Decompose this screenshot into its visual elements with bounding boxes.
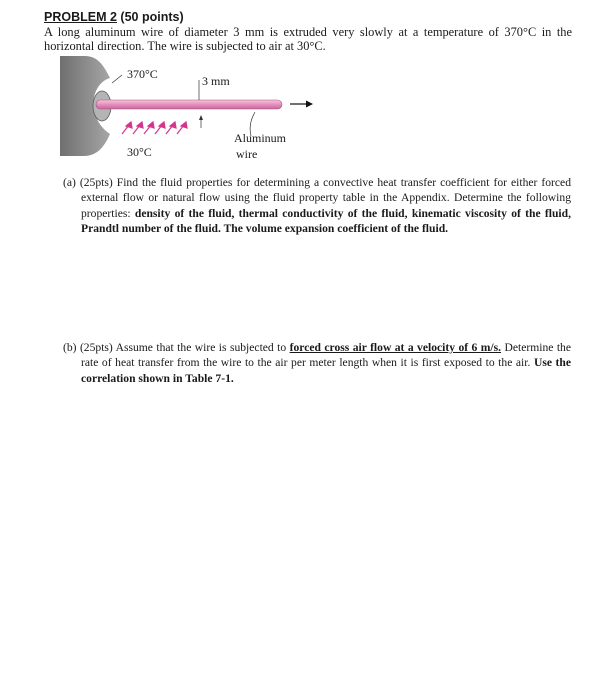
part-b-label: (b) (25pts) — [63, 341, 113, 354]
material-label-line1: Aluminum — [234, 131, 287, 145]
part-b-paragraph — [63, 340, 571, 386]
problem-title — [44, 10, 184, 24]
part-a-text: Find the fluid properties for determining a convective heat transfer coefficient for either forced external flow or natural flow using the fluid property table in the Appendix. Determine the following properties: — [81, 176, 571, 220]
part-a-bold-text: density of the fluid, thermal conductivity of the fluid, kinematic viscosity of the fluid, Prandtl number of the fluid. The volume expansion coefficient of the fluid. — [81, 206, 571, 235]
part-b-bold-text: Use the correlation shown in Table 7-1. — [81, 356, 571, 385]
part-a-paragraph — [63, 175, 571, 236]
air-temperature-label: 30°C — [127, 145, 152, 159]
motion-arrow — [306, 101, 313, 108]
material-label-line2: wire — [236, 147, 258, 161]
problem-intro: A long aluminum wire of diameter 3 mm is extruded very slowly at a temperature of 370°C in the horizontal direction. The wire is subjected to air at 30°C. — [44, 25, 572, 53]
part-b-text-1: Assume that the wire is subjected to — [112, 341, 290, 354]
part-b — [63, 340, 571, 386]
part-b-text-2: Determine the rate of heat transfer from the wire to the air per meter length when it is first exposed to the air. — [81, 341, 572, 370]
part-b-underlined-text: forced cross air flow at a velocity of 6 m/s. — [289, 341, 502, 354]
extrusion-figure — [60, 56, 340, 176]
die-temp-leader — [112, 75, 122, 83]
air-flow-arrows — [122, 122, 187, 134]
points-label: (50 points) — [116, 10, 184, 24]
problem-label: PROBLEM 2 — [44, 10, 117, 24]
part-a-label: (a) (25pts) — [63, 176, 113, 189]
diameter-label: 3 mm — [202, 74, 230, 88]
extrusion-diagram — [60, 56, 340, 176]
part-a — [63, 175, 571, 236]
aluminum-wire — [96, 100, 282, 109]
die-temperature-label: 370°C — [127, 67, 158, 81]
